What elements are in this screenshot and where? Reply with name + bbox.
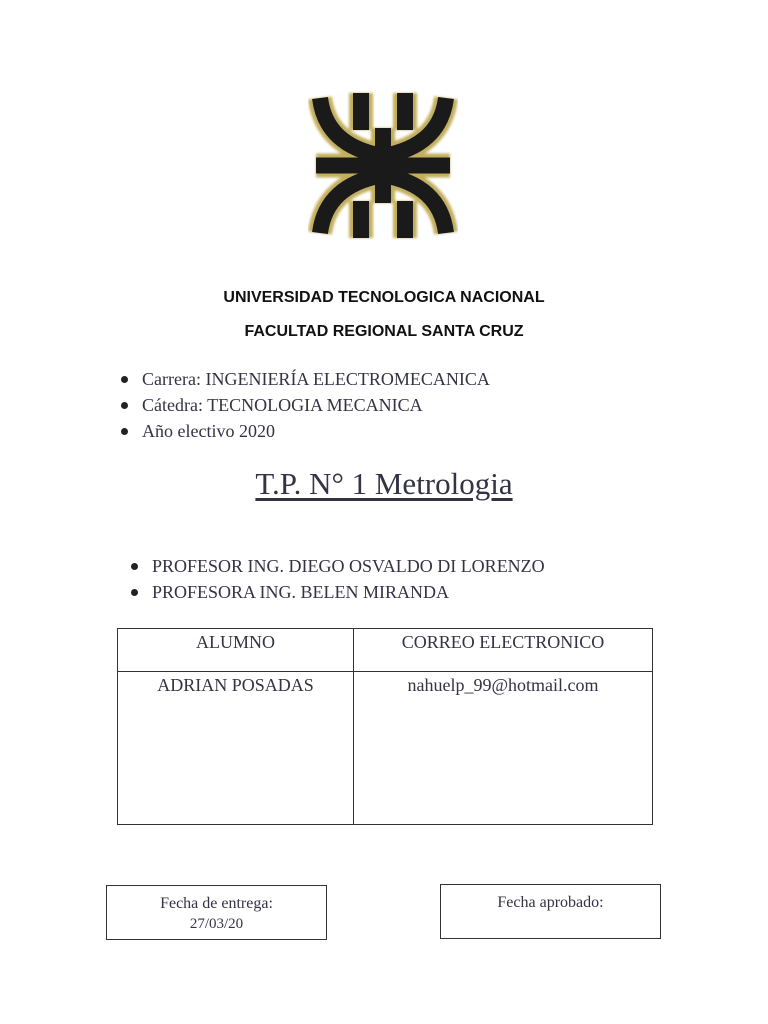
- delivery-date-label: Fecha de entrega:: [160, 895, 273, 912]
- university-name: UNIVERSIDAD TECNOLOGICA NACIONAL: [223, 289, 545, 306]
- students-table: [117, 628, 653, 825]
- professors-list: [128, 553, 545, 605]
- delivery-date-value: 27/03/20: [189, 916, 244, 932]
- document-title: T.P. N° 1 Metrologia: [255, 466, 513, 501]
- bullet-icon: [121, 428, 128, 435]
- utn-logo-icon: [308, 88, 458, 243]
- list-item: [118, 418, 490, 444]
- year-text: Año electivo 2020: [142, 421, 275, 441]
- student-name-cell: ADRIAN POSADAS: [118, 672, 354, 825]
- approval-date-label: Fecha aprobado:: [497, 894, 604, 911]
- column-header-student: ALUMNO: [118, 629, 354, 672]
- career-text: Carrera: INGENIERÍA ELECTROMECANICA: [142, 369, 490, 389]
- delivery-date-box: [106, 885, 327, 940]
- course-info-list: [118, 366, 490, 444]
- list-item: [128, 553, 545, 579]
- table-header-row: [118, 629, 653, 672]
- approval-date-box: [440, 884, 661, 939]
- column-header-email: CORREO ELECTRONICO: [354, 629, 653, 672]
- professor-name: PROFESOR ING. DIEGO OSVALDO DI LORENZO: [152, 556, 545, 576]
- bullet-icon: [131, 589, 138, 596]
- chair-text: Cátedra: TECNOLOGIA MECANICA: [142, 395, 423, 415]
- list-item: [128, 579, 545, 605]
- bullet-icon: [121, 376, 128, 383]
- table-row: [118, 672, 653, 825]
- professor-name: PROFESORA ING. BELEN MIRANDA: [152, 582, 450, 602]
- student-email-cell: nahuelp_99@hotmail.com: [354, 672, 653, 825]
- bullet-icon: [121, 402, 128, 409]
- list-item: [118, 392, 490, 418]
- bullet-icon: [131, 563, 138, 570]
- faculty-name: FACULTAD REGIONAL SANTA CRUZ: [244, 323, 524, 340]
- list-item: [118, 366, 490, 392]
